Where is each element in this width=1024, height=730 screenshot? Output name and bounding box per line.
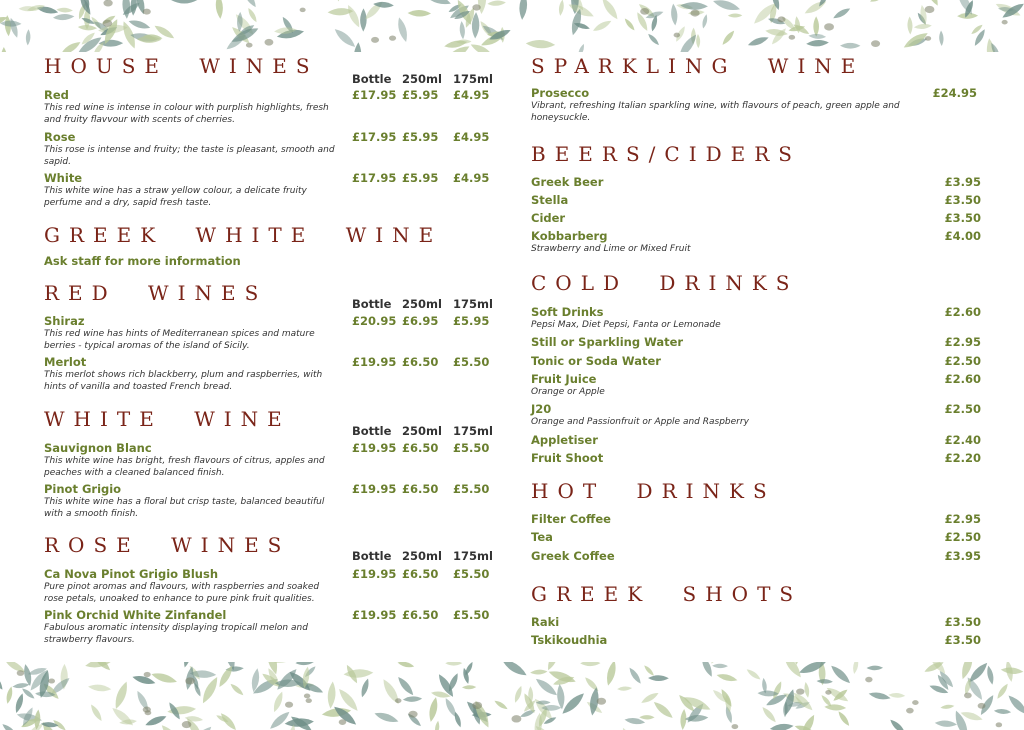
menu-item-ca-nova-pinot-grigio-blush — [44, 567, 494, 605]
item-name: Fruit Shoot — [531, 451, 604, 465]
price-bottle: £19.95 — [352, 441, 397, 455]
greek-shots-title: GREEK SHOTS — [531, 582, 803, 606]
price-bottle: £17.95 — [352, 130, 397, 144]
price-175ml: £5.50 — [453, 441, 490, 455]
menu-item-red — [44, 88, 494, 126]
menu-item-tonic-or-soda-water — [531, 354, 981, 368]
menu-item-stella — [531, 193, 981, 207]
price-bottle: £19.95 — [352, 355, 397, 369]
price: £2.60 — [944, 305, 981, 319]
rose-wines-title: ROSE WINES — [44, 533, 291, 557]
menu-item-fruit-shoot — [531, 451, 981, 465]
price: £3.50 — [944, 193, 981, 207]
white-wine-header-bottle: Bottle — [352, 424, 392, 438]
item-name: Pink Orchid White Zinfandel — [44, 608, 227, 622]
item-name: Greek Beer — [531, 175, 604, 189]
item-name: White — [44, 171, 83, 185]
menu-item-appletiser — [531, 433, 981, 447]
price: £2.50 — [944, 402, 981, 416]
price-250ml: £5.95 — [402, 130, 439, 144]
price: £2.40 — [944, 433, 981, 447]
red-wines-header-bottle: Bottle — [352, 297, 392, 311]
price-bottle: £19.95 — [352, 608, 397, 622]
olive-leaf-border-bottom-icon — [0, 662, 1024, 730]
price-250ml: £6.95 — [402, 314, 439, 328]
item-description: This white wine has a floral but crisp taste, balanced beautiful with a smooth finish. — [44, 497, 325, 519]
item-name: Filter Coffee — [531, 512, 611, 526]
item-name: Sauvignon Blanc — [44, 441, 152, 455]
item-name: Tskikoudhia — [531, 633, 608, 647]
menu-item-tea — [531, 530, 981, 544]
price-bottle: £19.95 — [352, 482, 397, 496]
rose-wines-header-250ml: 250ml — [402, 549, 442, 563]
item-description: Orange and Passionfruit or Apple and Raspberry — [531, 417, 749, 427]
item-name: Prosecco — [531, 86, 590, 100]
price-bottle: £17.95 — [352, 88, 397, 102]
price-250ml: £5.95 — [402, 171, 439, 185]
item-name: Shiraz — [44, 314, 85, 328]
menu-item-fruit-juice — [531, 372, 981, 398]
price: £2.60 — [944, 372, 981, 386]
white-wine-title: WHITE WINE — [44, 407, 291, 431]
menu-item-tskikoudhia — [531, 633, 981, 647]
item-name: Soft Drinks — [531, 305, 604, 319]
white-wine-header-175ml: 175ml — [453, 424, 493, 438]
price-250ml: £6.50 — [402, 355, 439, 369]
item-name: Still or Sparkling Water — [531, 335, 684, 349]
hot-drinks-title: HOT DRINKS — [531, 479, 776, 503]
item-description: Fabulous aromatic intensity displaying tropicall melon and strawberry flavours. — [44, 623, 308, 645]
red-wines-header-250ml: 250ml — [402, 297, 442, 311]
item-name: Merlot — [44, 355, 87, 369]
price-175ml: £5.50 — [453, 482, 490, 496]
item-name: Greek Coffee — [531, 549, 615, 563]
menu-item-prosecco — [531, 86, 981, 124]
menu-item-j20 — [531, 402, 981, 428]
item-description: This red wine is intense in colour with purplish highlights, fresh and fruity flavvour with scents of cherries. — [44, 103, 329, 125]
menu-item-pinot-grigio — [44, 482, 494, 520]
cold-drinks-title: COLD DRINKS — [531, 271, 799, 295]
price: £3.95 — [944, 549, 981, 563]
house-wines-header-175ml: 175ml — [453, 72, 493, 86]
house-wines-title: HOUSE WINES — [44, 54, 319, 78]
menu-item-kobbarberg — [531, 229, 981, 255]
ask-staff-note: Ask staff for more information — [44, 254, 241, 268]
item-description: This white wine has a straw yellow colour, a delicate fruity perfume and a dry, sapid fresh taste. — [44, 186, 307, 208]
menu-item-raki — [531, 615, 981, 629]
price-175ml: £4.95 — [453, 88, 490, 102]
price-250ml: £6.50 — [402, 608, 439, 622]
price-250ml: £6.50 — [402, 482, 439, 496]
greek-white-wine-title: GREEK WHITE WINE — [44, 223, 443, 247]
item-name: Rose — [44, 130, 76, 144]
menu-item-shiraz — [44, 314, 494, 352]
item-description: Pure pinot aromas and flavours, with raspberries and soaked rose petals, unoaked to enhance to pure pink fruit qualities. — [44, 582, 320, 604]
menu-item-still-or-sparkling-water — [531, 335, 981, 349]
price: £3.50 — [944, 615, 981, 629]
house-wines-header-250ml: 250ml — [402, 72, 442, 86]
price: £2.95 — [944, 512, 981, 526]
item-name: Pinot Grigio — [44, 482, 122, 496]
menu-item-pink-orchid-white-zinfandel — [44, 608, 494, 646]
price-175ml: £5.50 — [453, 355, 490, 369]
beers-ciders-title: BEERS/CIDERS — [531, 142, 801, 166]
price-175ml: £5.50 — [453, 608, 490, 622]
rose-wines-header-bottle: Bottle — [352, 549, 392, 563]
menu-item-greek-coffee — [531, 549, 981, 563]
sparkling-wine-title: SPARKLING WINE — [531, 54, 865, 78]
item-description: This white wine has bright, fresh flavours of citrus, apples and peaches with a cleaned balanced finish. — [44, 456, 325, 478]
price-bottle: £20.95 — [352, 314, 397, 328]
house-wines-header-bottle: Bottle — [352, 72, 392, 86]
price-175ml: £5.50 — [453, 567, 490, 581]
item-name: Kobbarberg — [531, 229, 608, 243]
item-name: Appletiser — [531, 433, 598, 447]
item-description: This red wine has hints of Mediterranean spices and mature berries - typical aromas of the island of Sicily. — [44, 329, 315, 351]
menu-item-soft-drinks — [531, 305, 981, 331]
price-250ml: £6.50 — [402, 441, 439, 455]
item-name: Tea — [531, 530, 553, 544]
rose-wines-header-175ml: 175ml — [453, 549, 493, 563]
item-description: This rose is intense and fruity; the taste is pleasant, smooth and sapid. — [44, 145, 335, 167]
item-description: Pepsi Max, Diet Pepsi, Fanta or Lemonade — [531, 320, 721, 330]
item-description: Strawberry and Lime or Mixed Fruit — [531, 244, 691, 254]
menu-item-cider — [531, 211, 981, 225]
item-name: Raki — [531, 615, 560, 629]
item-name: Tonic or Soda Water — [531, 354, 661, 368]
price: £3.50 — [944, 633, 981, 647]
price: £2.50 — [944, 354, 981, 368]
price: £4.00 — [944, 229, 981, 243]
price: £2.20 — [944, 451, 981, 465]
item-description: This merlot shows rich blackberry, plum and raspberries, with hints of vanilla and toasted French bread. — [44, 370, 323, 392]
item-name: Ca Nova Pinot Grigio Blush — [44, 567, 219, 581]
price: £2.95 — [944, 335, 981, 349]
price-175ml: £4.95 — [453, 171, 490, 185]
price: £24.95 — [932, 86, 977, 100]
menu-item-greek-beer — [531, 175, 981, 189]
price-250ml: £5.95 — [402, 88, 439, 102]
item-name: Fruit Juice — [531, 372, 597, 386]
red-wines-title: RED WINES — [44, 281, 268, 305]
price: £2.50 — [944, 530, 981, 544]
menu-item-white — [44, 171, 494, 209]
item-name: Red — [44, 88, 69, 102]
item-name: J20 — [531, 402, 552, 416]
price-250ml: £6.50 — [402, 567, 439, 581]
menu-item-filter-coffee — [531, 512, 981, 526]
menu-item-merlot — [44, 355, 494, 393]
price-175ml: £4.95 — [453, 130, 490, 144]
menu-item-rose — [44, 130, 494, 168]
price: £3.95 — [944, 175, 981, 189]
item-description: Orange or Apple — [531, 387, 605, 397]
item-name: Stella — [531, 193, 569, 207]
menu-item-sauvignon-blanc — [44, 441, 494, 479]
olive-leaf-border-top-icon — [0, 0, 1024, 52]
price-bottle: £19.95 — [352, 567, 397, 581]
item-name: Cider — [531, 211, 566, 225]
white-wine-header-250ml: 250ml — [402, 424, 442, 438]
price: £3.50 — [944, 211, 981, 225]
red-wines-header-175ml: 175ml — [453, 297, 493, 311]
price-175ml: £5.95 — [453, 314, 490, 328]
item-description: Vibrant, refreshing Italian sparkling wine, with flavours of peach, green apple and honeysuckle. — [531, 101, 900, 123]
price-bottle: £17.95 — [352, 171, 397, 185]
